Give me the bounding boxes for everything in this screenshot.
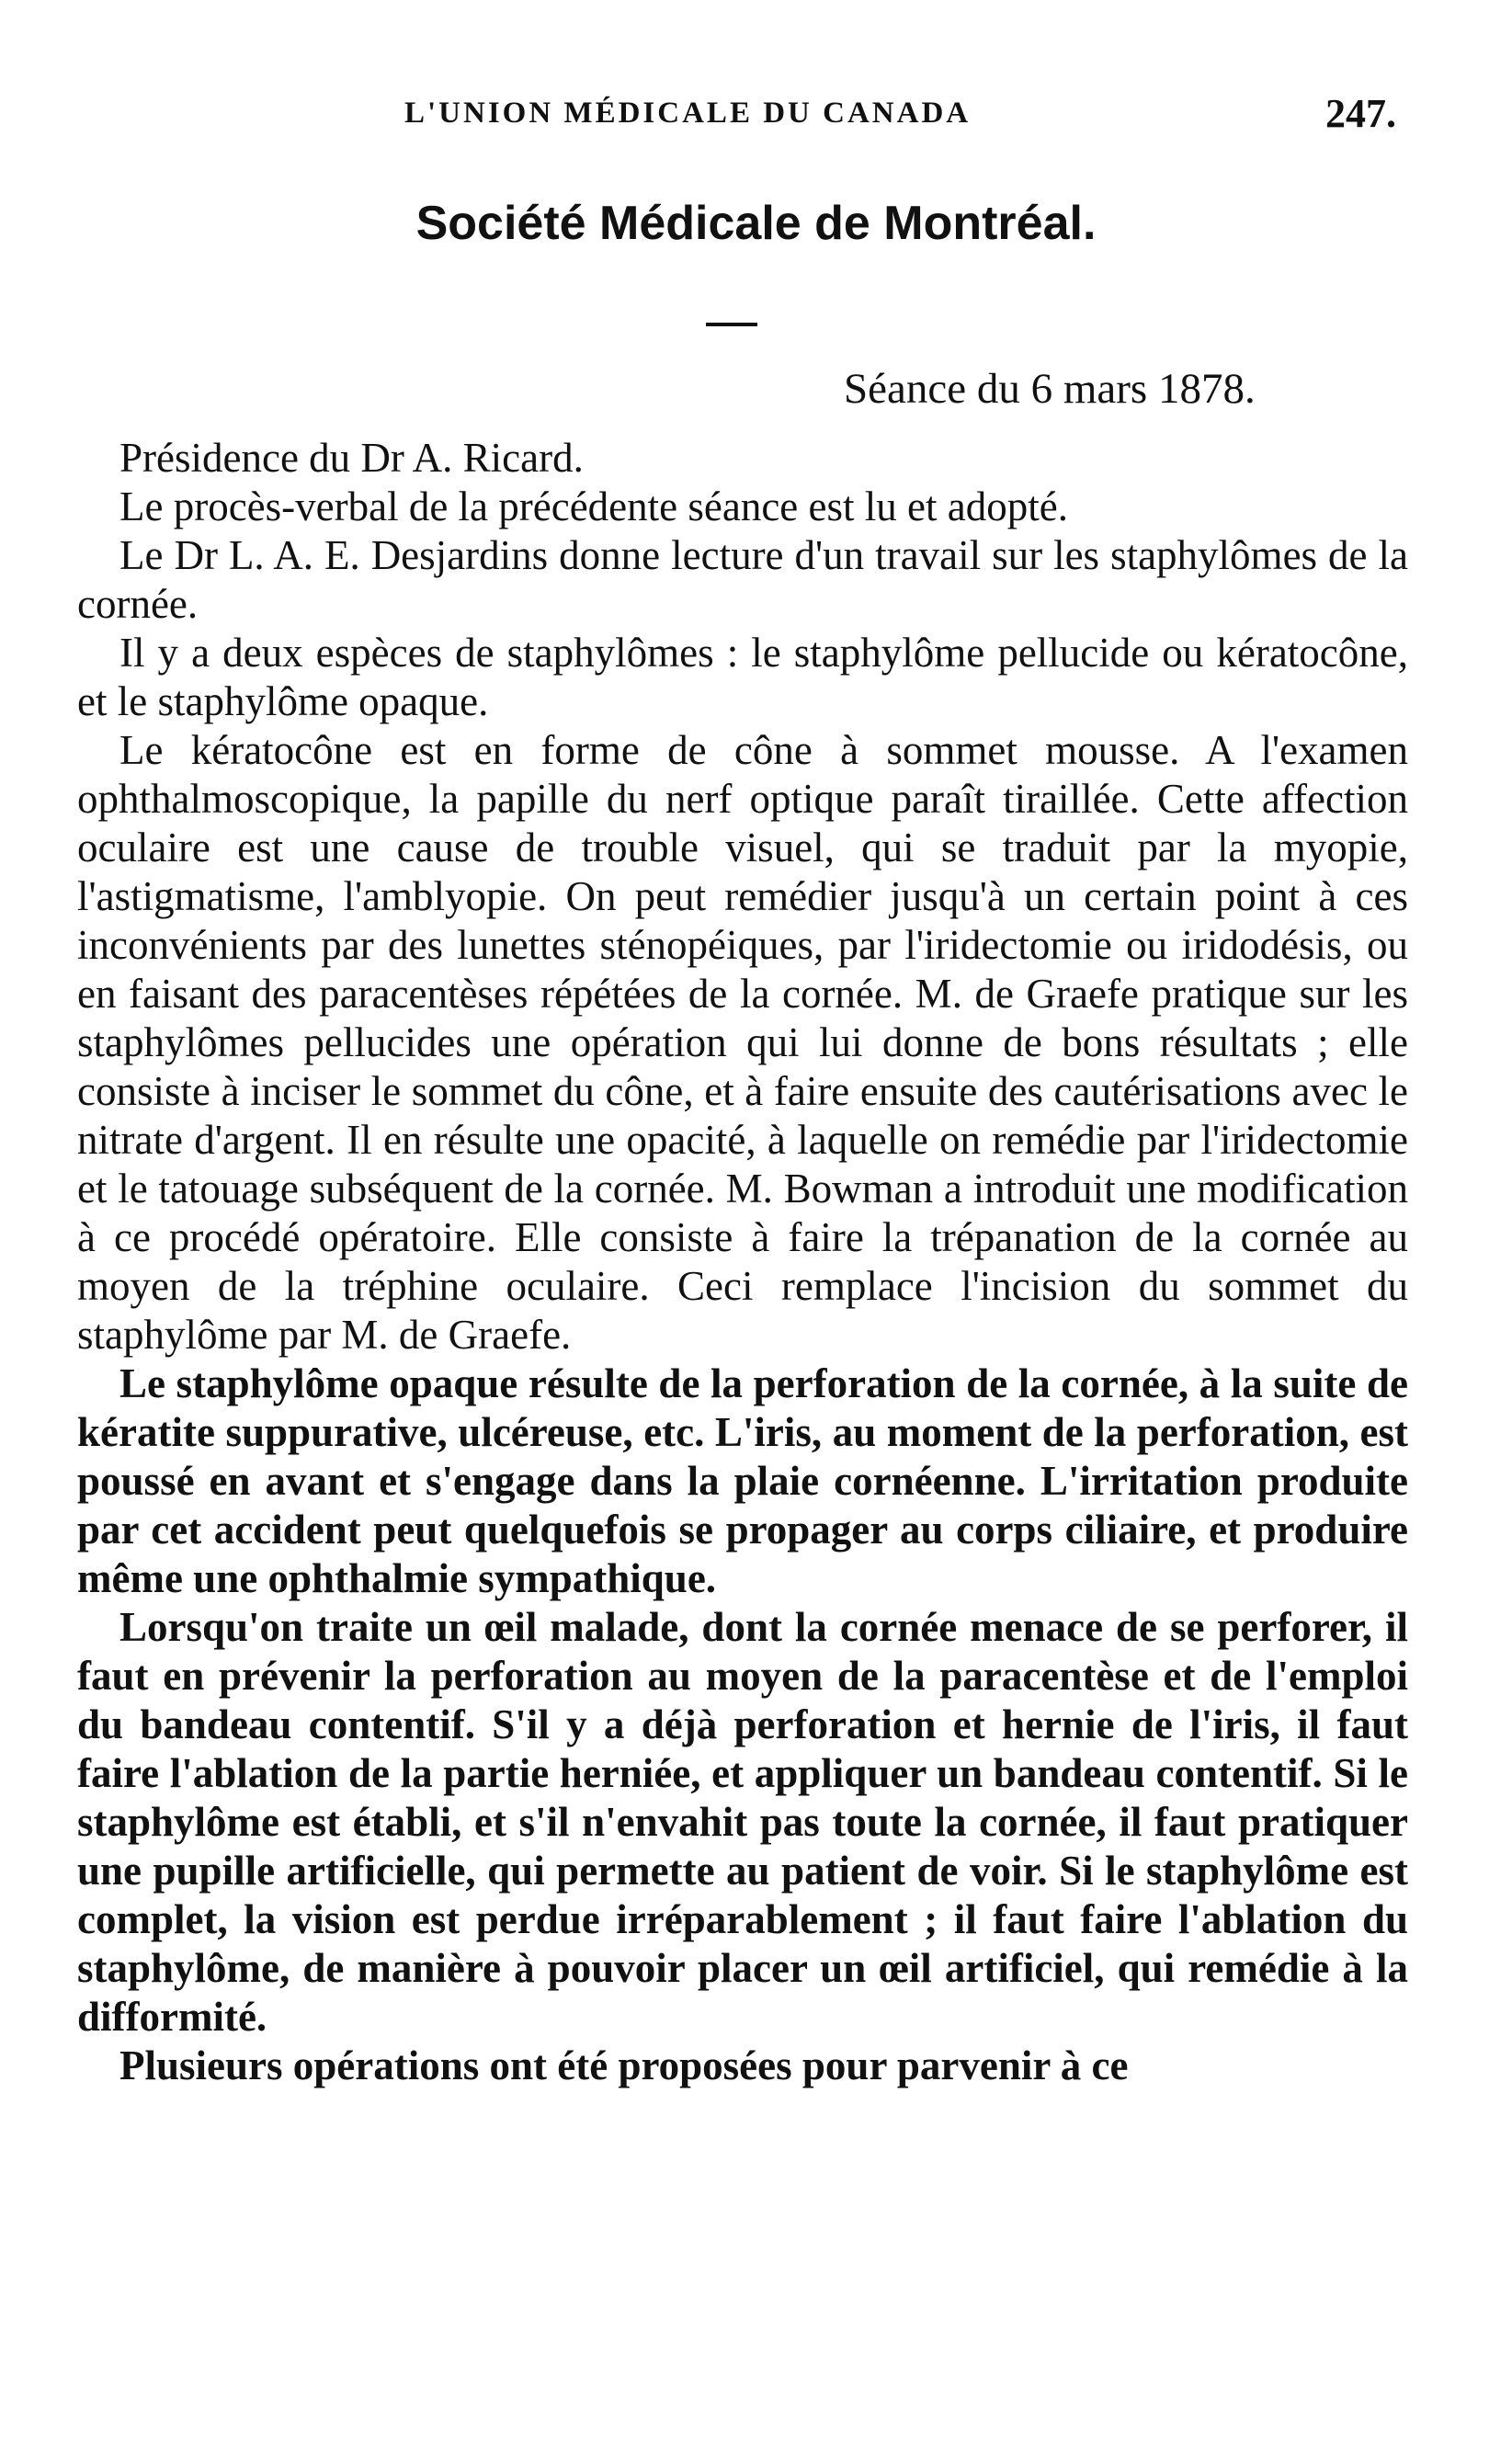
page-number: 247. xyxy=(1325,91,1396,136)
society-title: Société Médicale de Montréal. xyxy=(415,197,1097,250)
paragraph-keratocone: Le kératocône est en forme de cône à sommet mousse. A l'examen ophthalmoscopique, la papille du nerf optique paraît tiraillée. Cette affection oculaire est une cause de trouble visuel, qui se traduit par la myopie, l'astigmatisme, l'amblyopie. On peut remédier jusqu'à un certain point à ces inconvénients par des lunettes sténopéiques, par l'iridectomie ou iridodésis, ou en faisant des paracentèses répétées de la cornée. M. de Graefe pratique sur les staphylômes pellucides une opération qui lui donne de bons résultats ; elle consiste à inciser le sommet du cône, et à faire ensuite des cautérisations avec le nitrate d'argent. Il en résulte une opacité, à laquelle on remédie par l'iridectomie et le tatouage subséquent de la cornée. M. Bowman a introduit une modification à ce procédé opératoire. Elle consiste à faire la trépanation de la cornée au moyen de la tréphine oculaire. Ceci remplace l'incision du sommet du staphylôme par M. de Graefe. xyxy=(77,727,1408,1358)
paragraph-lecture: Le Dr L. A. E. Desjardins donne lecture d'un travail sur les staphylômes de la cornée. xyxy=(77,532,1408,627)
presidency-line: Présidence du Dr A. Ricard. xyxy=(119,435,584,481)
title-separator-dash xyxy=(706,323,757,326)
paragraph-types: Il y a deux espèces de staphylômes : le staphylôme pellucide ou kératocône, et le staphylôme opaque. xyxy=(77,630,1408,724)
paragraph-minutes: Le procès-verbal de la précédente séance est lu et adopté. xyxy=(119,484,1068,529)
paragraph-treatment: Lorsqu'on traite un œil malade, dont la cornée menace de se perforer, il faut en prévenir la perforation au moyen de la paracentèse et de l'emploi du bandeau contentif. S'il y a déjà perforation et hernie de l'iris, il faut faire l'ablation de la partie herniée, et appliquer un bandeau contentif. Si le staphylôme est établi, et s'il n'envahit pas toute la cornée, il faut pratiquer une pupille artificielle, qui permette au patient de voir. Si le staphylôme est complet, la vision est perdue irréparablement ; il faut faire l'ablation du staphylôme, de manière à pouvoir placer un œil artificiel, qui remédie à la difformité. xyxy=(77,1604,1408,2040)
session-date: Séance du 6 mars 1878. xyxy=(844,365,1256,413)
paragraph-opaque-staphyloma: Le staphylôme opaque résulte de la perforation de la cornée, à la suite de kératite suppurative, ulcéreuse, etc. L'iris, au moment de la perforation, est poussé en avant et s'engage dans la plaie cornéenne. L'irritation produite par cet accident peut quelquefois se propager au corps ciliaire, et produire même une ophthalmie sympathique. xyxy=(77,1360,1408,1601)
paragraph-operations: Plusieurs opérations ont été proposées pour parvenir à ce xyxy=(119,2042,1129,2088)
running-head: L'UNION MÉDICALE DU CANADA xyxy=(404,97,972,130)
article-body xyxy=(77,434,1408,2090)
